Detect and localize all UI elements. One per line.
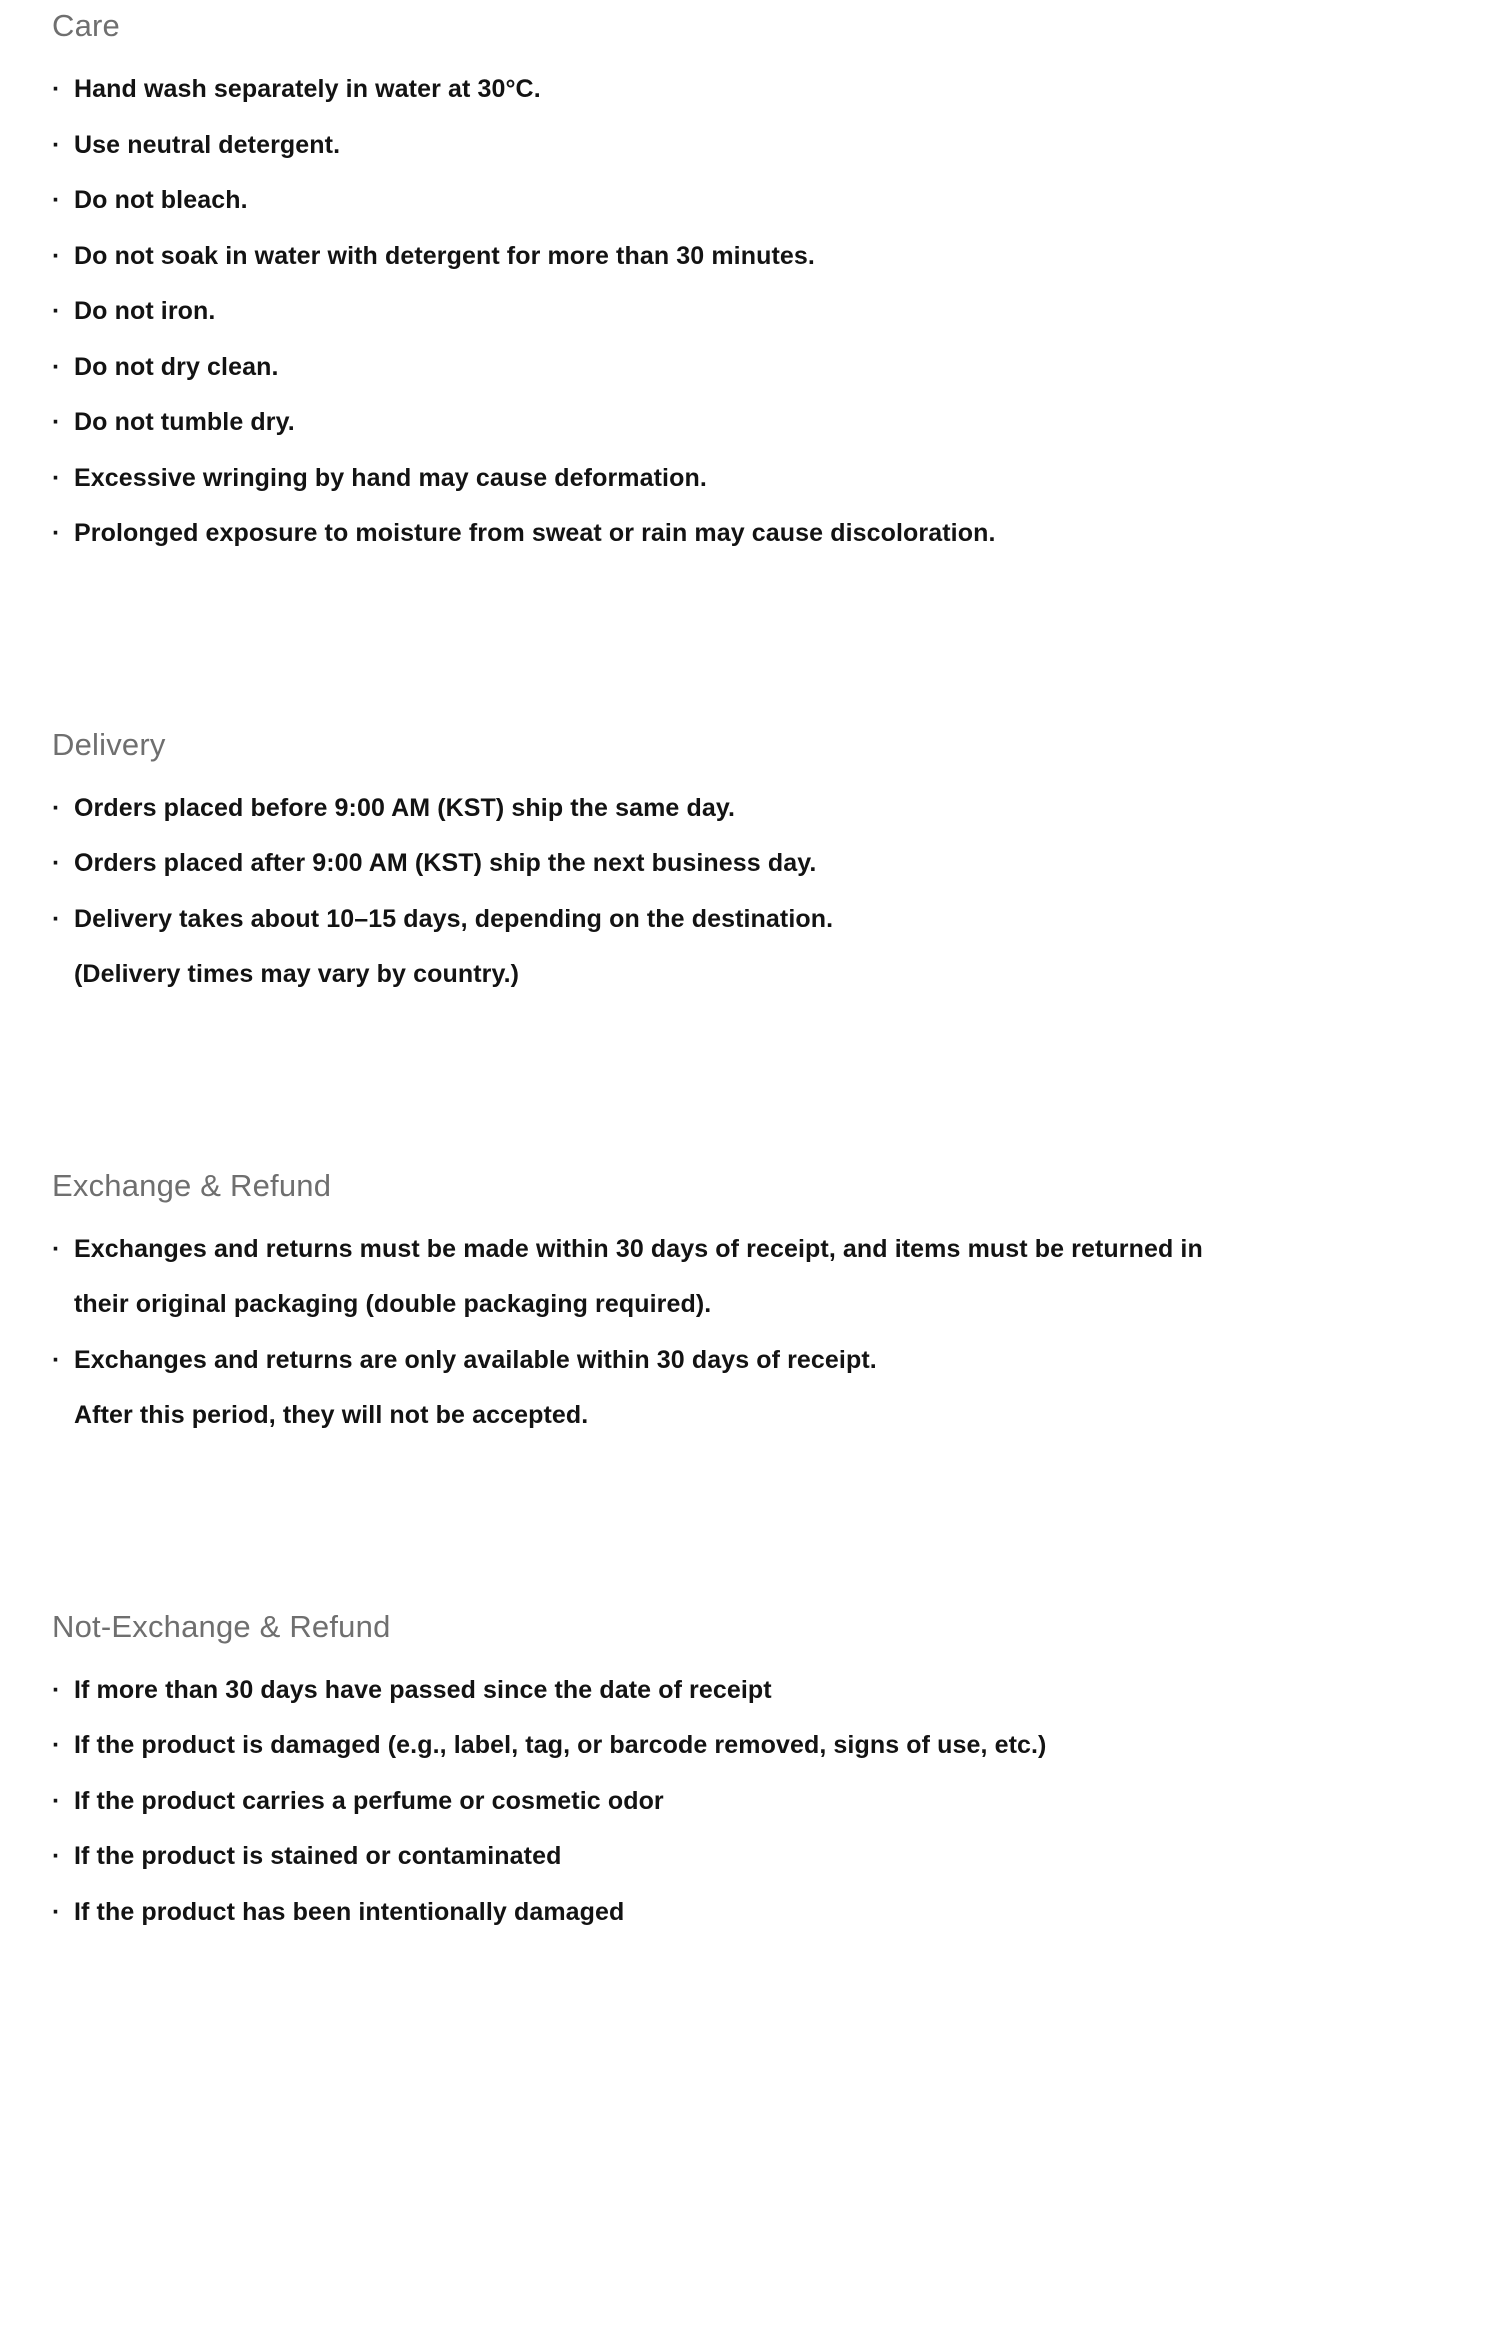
- bullet-item: [52, 1829, 1460, 1885]
- bullet-item: [52, 1885, 1460, 1941]
- bullet-continuation-line: [52, 1277, 1460, 1333]
- line-text: Orders placed after 9:00 AM (KST) ship the next business day.: [74, 849, 817, 877]
- line-text: their original packaging (double packaging required).: [74, 1290, 712, 1318]
- bullet-line: [52, 284, 1460, 340]
- bullet-line: [52, 451, 1460, 507]
- line-text: If the product has been intentionally damaged: [74, 1897, 625, 1926]
- section-not-exchange-refund: [52, 1609, 1460, 1941]
- bullet-continuation-line: [52, 1388, 1460, 1444]
- bullet-item: [52, 506, 1460, 562]
- line-text: Hand wash separately in water at 30°C.: [74, 75, 541, 103]
- line-text: Do not bleach.: [74, 186, 248, 214]
- bullet-item: [52, 340, 1460, 396]
- bullet-dot-icon: ·: [52, 519, 61, 547]
- line-text: Prolonged exposure to moisture from sweat or rain may cause discoloration.: [74, 519, 996, 547]
- line-text: After this period, they will not be accepted.: [74, 1401, 589, 1429]
- bullet-list-exchange-refund: [52, 1222, 1460, 1444]
- section-title-care: Care: [52, 8, 120, 43]
- bullet-item: [52, 781, 1460, 837]
- line-text: Orders placed before 9:00 AM (KST) ship the same day.: [74, 793, 736, 822]
- bullet-dot-icon: ·: [52, 241, 61, 270]
- bullet-list-delivery: [52, 781, 1460, 1003]
- line-text: If the product is damaged (e.g., label, tag, or barcode removed, signs of use, etc.): [74, 1731, 1047, 1759]
- bullet-line: [52, 395, 1460, 451]
- bullet-line: [52, 1718, 1460, 1774]
- bullet-dot-icon: ·: [52, 1234, 61, 1263]
- bullet-item: [52, 1333, 1460, 1444]
- bullet-line: [52, 781, 1460, 837]
- bullet-list-not-exchange-refund: [52, 1663, 1460, 1941]
- bullet-line: [52, 1333, 1460, 1389]
- bullet-dot-icon: ·: [52, 1345, 61, 1374]
- bullet-dot-icon: ·: [52, 186, 61, 214]
- line-text: Delivery takes about 10–15 days, depending on the destination.: [74, 904, 834, 933]
- bullet-dot-icon: ·: [52, 1842, 61, 1870]
- bullet-dot-icon: ·: [52, 408, 61, 436]
- bullet-item: [52, 229, 1460, 285]
- line-text: If more than 30 days have passed since the date of receipt: [74, 1675, 772, 1704]
- bullet-item: [52, 118, 1460, 174]
- bullet-dot-icon: ·: [52, 297, 61, 325]
- bullet-item: [52, 1222, 1460, 1333]
- bullet-item: [52, 451, 1460, 507]
- line-text: If the product carries a perfume or cosmetic odor: [74, 1786, 664, 1815]
- bullet-dot-icon: ·: [52, 1731, 61, 1759]
- bullet-line: [52, 340, 1460, 396]
- bullet-line: [52, 1829, 1460, 1885]
- bullet-dot-icon: ·: [52, 904, 61, 933]
- bullet-line: [52, 1885, 1460, 1941]
- bullet-dot-icon: ·: [52, 352, 61, 381]
- bullet-line: [52, 1774, 1460, 1830]
- line-text: Exchanges and returns must be made within 30 days of receipt, and items must be returned in: [74, 1234, 1203, 1263]
- section-title-exchange-refund: Exchange & Refund: [52, 1167, 332, 1203]
- bullet-continuation-line: [52, 947, 1460, 1003]
- bullet-dot-icon: ·: [52, 1675, 61, 1704]
- bullet-dot-icon: ·: [52, 463, 61, 492]
- line-text: Exchanges and returns are only available within 30 days of receipt.: [74, 1345, 877, 1374]
- line-text: (Delivery times may vary by country.): [74, 960, 520, 988]
- line-text: Do not dry clean.: [74, 352, 279, 381]
- bullet-line: [52, 1663, 1460, 1719]
- bullet-dot-icon: ·: [52, 130, 61, 159]
- line-text: Do not tumble dry.: [74, 408, 295, 436]
- bullet-list-care: [52, 62, 1460, 562]
- line-text: Do not iron.: [74, 297, 216, 325]
- bullet-line: [52, 836, 1460, 892]
- bullet-item: [52, 892, 1460, 1003]
- bullet-line: [52, 173, 1460, 229]
- bullet-dot-icon: ·: [52, 75, 61, 103]
- bullet-line: [52, 229, 1460, 285]
- line-text: Use neutral detergent.: [74, 130, 341, 159]
- bullet-item: [52, 284, 1460, 340]
- line-text: If the product is stained or contaminated: [74, 1842, 562, 1870]
- section-title-delivery: Delivery: [52, 726, 166, 762]
- bullet-line: [52, 1222, 1460, 1278]
- section-delivery: [52, 727, 1460, 1003]
- line-text: Excessive wringing by hand may cause deformation.: [74, 463, 707, 492]
- bullet-item: [52, 1663, 1460, 1719]
- bullet-dot-icon: ·: [52, 1786, 61, 1815]
- bullet-dot-icon: ·: [52, 849, 61, 877]
- bullet-item: [52, 1718, 1460, 1774]
- bullet-line: [52, 506, 1460, 562]
- line-text: Do not soak in water with detergent for more than 30 minutes.: [74, 241, 815, 270]
- section-title-not-exchange-refund: Not-Exchange & Refund: [52, 1608, 391, 1644]
- bullet-line: [52, 118, 1460, 174]
- bullet-item: [52, 173, 1460, 229]
- bullet-dot-icon: ·: [52, 793, 61, 822]
- bullet-dot-icon: ·: [52, 1897, 61, 1926]
- bullet-item: [52, 62, 1460, 118]
- bullet-item: [52, 836, 1460, 892]
- bullet-item: [52, 1774, 1460, 1830]
- section-exchange-refund: [52, 1168, 1460, 1444]
- bullet-line: [52, 62, 1460, 118]
- bullet-line: [52, 892, 1460, 948]
- bullet-item: [52, 395, 1460, 451]
- section-care: [52, 8, 1460, 562]
